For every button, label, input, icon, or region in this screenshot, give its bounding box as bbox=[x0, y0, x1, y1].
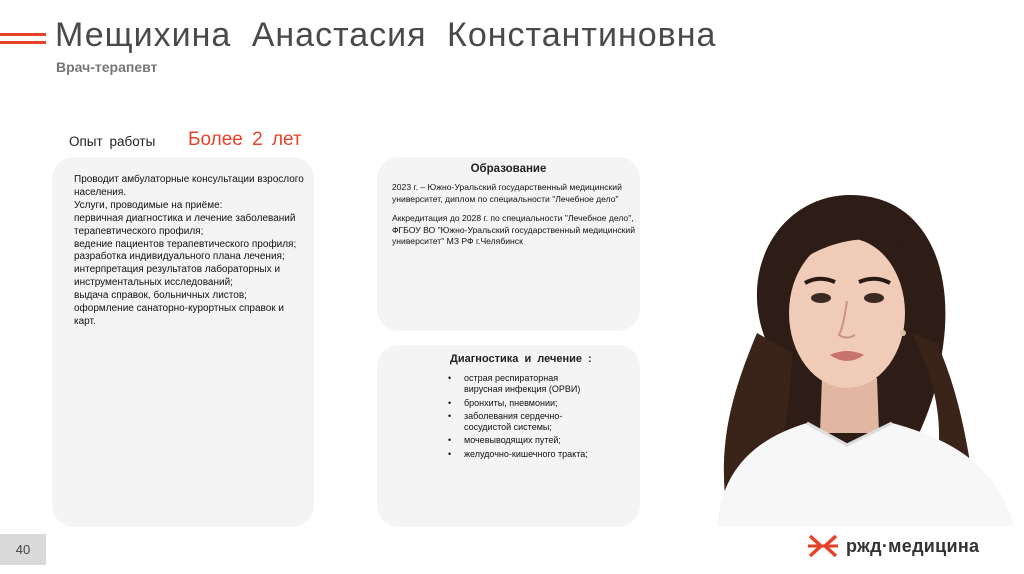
services-line: Услуги, проводимые на приёме: bbox=[74, 199, 223, 211]
doctor-name: Мещихина Анастасия Константиновна bbox=[55, 16, 717, 54]
education-entry: Аккредитация до 2028 г. по специальности "Лечебное дело", ФГБОУ ВО "Южно-Уральский государственный медицинский университет" МЗ РФ г.Челябинск bbox=[392, 213, 636, 246]
services-text bbox=[74, 174, 304, 329]
rzd-medicine-logo bbox=[808, 531, 979, 561]
page-number: 40 bbox=[0, 534, 46, 565]
diagnostics-heading: Диагностика и лечение : bbox=[450, 353, 592, 365]
doctor-position: Врач-терапевт bbox=[56, 59, 158, 75]
diagnostics-list bbox=[448, 373, 598, 462]
education-entry: 2023 г. – Южно-Уральский государственный медицинский университет, диплом по специальности "Лечебное дело" bbox=[392, 182, 622, 204]
experience-value: Более 2 лет bbox=[188, 129, 302, 150]
list-item: • заболевания сердечно-сосудистой системы; bbox=[448, 411, 598, 434]
list-item: • острая респираторная вирусная инфекция (ОРВИ) bbox=[448, 373, 598, 396]
list-item: • мочевыводящих путей; bbox=[448, 435, 598, 446]
services-line: Проводит амбулаторные консультации взрослого населения. bbox=[74, 174, 304, 198]
rzd-logo-icon bbox=[808, 532, 838, 560]
diagnostics-card bbox=[377, 345, 640, 527]
list-item: • желудочно-кишечного тракта; bbox=[448, 449, 598, 460]
education-card bbox=[377, 157, 640, 331]
services-line: разработка индивидуального плана лечения; bbox=[74, 251, 285, 263]
services-line: первичная диагностика и лечение заболеваний терапевтического профиля; bbox=[74, 212, 296, 237]
doctor-photo bbox=[697, 183, 1014, 526]
services-line: оформление санаторно-курортных справок и карт. bbox=[74, 303, 285, 327]
education-heading: Образование bbox=[470, 163, 547, 175]
experience-label: Опыт работы bbox=[69, 134, 156, 149]
services-line: выдача справок, больничных листов; bbox=[74, 290, 247, 302]
accent-lines bbox=[0, 33, 46, 49]
services-line: ведение пациентов терапевтического профиля; bbox=[74, 238, 297, 250]
services-line: интерпретация результатов лабораторных и инструментальных исследований; bbox=[74, 264, 281, 289]
services-card bbox=[52, 157, 314, 527]
education-body bbox=[392, 182, 637, 256]
list-item: • бронхиты, пневмонии; bbox=[448, 398, 598, 409]
logo-text: ржд·медицина bbox=[846, 535, 980, 556]
